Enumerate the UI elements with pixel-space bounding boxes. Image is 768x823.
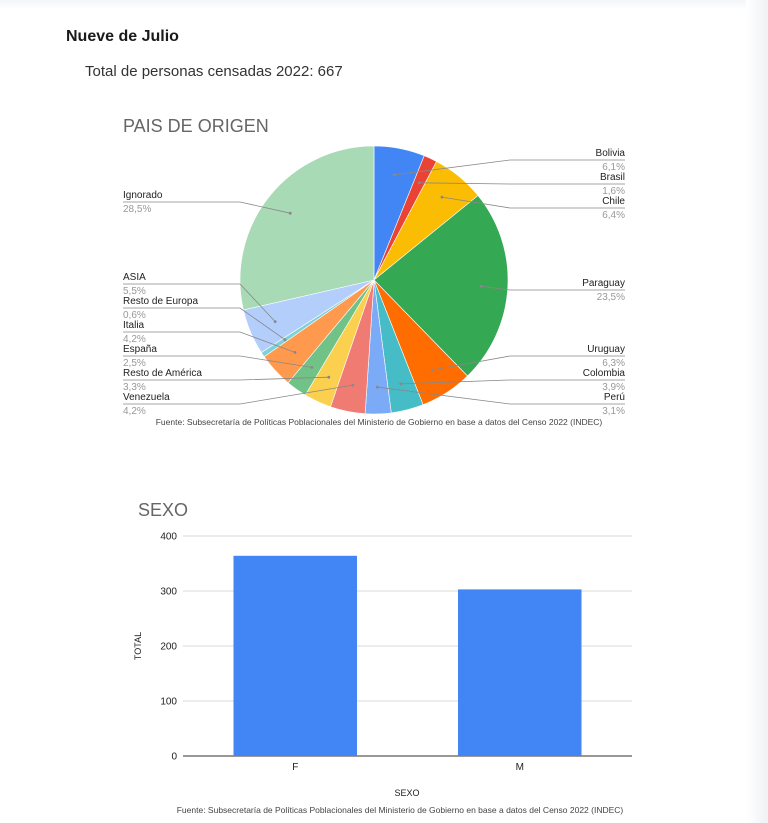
pie-slice-percent: 0,6% <box>123 310 146 321</box>
pie-slice-label: Italia <box>123 320 145 331</box>
pie-leader-dot <box>284 338 287 341</box>
pie-slice-label: Perú <box>603 392 625 403</box>
bar-chart-source: Fuente: Subsecretaría de Políticas Poblacionales del Ministerio de Gobierno en base a datos del Censo 2022 (INDEC) <box>176 805 624 815</box>
bar-x-tick: M <box>515 762 524 773</box>
bar-y-axis-label: TOTAL <box>133 631 143 661</box>
pie-slice-percent: 6,4% <box>602 210 625 221</box>
pie-leader-dot <box>311 366 314 369</box>
pie-leader-dot <box>399 382 402 385</box>
pie-leader-dot <box>352 384 355 387</box>
pie-slice-label: Ignorado <box>123 190 163 201</box>
pie-slice-percent: 4,2% <box>123 406 146 417</box>
pie-slice-label: Uruguay <box>587 344 625 355</box>
pie-slice-label: Resto de América <box>123 368 202 379</box>
pie-slice-label: Bolivia <box>595 148 625 159</box>
bar-y-tick-labels <box>160 532 177 763</box>
bar-y-tick: 0 <box>171 751 177 763</box>
pie-chart-source: Fuente: Subsecretaría de Políticas Poblacionales del Ministerio de Gobierno en base a datos del Censo 2022 (INDEC) <box>155 417 603 427</box>
bar-chart-title: SEXO <box>138 500 189 520</box>
pie-leader-dot <box>327 376 330 379</box>
pie-leader-dot <box>431 369 434 372</box>
pie-leader-dot <box>274 320 277 323</box>
bar-y-tick: 400 <box>160 531 177 543</box>
pie-slices <box>240 146 508 414</box>
pie-slice-label: ASIA <box>123 272 146 283</box>
pie-leader-dot <box>393 173 396 176</box>
pie-leader-dot <box>294 351 297 354</box>
pie-slice-percent: 28,5% <box>123 204 152 215</box>
pie-slice-percent: 4,2% <box>123 334 146 345</box>
bar-y-tick: 100 <box>160 696 177 708</box>
page-subtitle: Total de personas censadas 2022: 667 <box>85 63 343 80</box>
pie-chart-title: PAIS DE ORIGEN <box>123 116 269 136</box>
bar-m <box>458 589 582 756</box>
pie-slice-percent: 6,3% <box>602 358 625 369</box>
pie-slice-percent: 2,5% <box>123 358 146 369</box>
pie-slice-percent: 3,9% <box>602 382 625 393</box>
pie-slice-label: Brasil <box>599 172 625 183</box>
pie-slice-label: Chile <box>602 196 625 207</box>
bar-x-tick-labels <box>292 762 524 773</box>
pie-leader-dot <box>289 212 292 215</box>
pie-slice-label: Colombia <box>582 368 625 379</box>
pie-slice-percent: 5,5% <box>123 286 146 297</box>
pie-leader-dot <box>418 181 421 184</box>
pie-slice-percent: 3,3% <box>123 382 146 393</box>
pie-leader-dot <box>441 196 444 199</box>
bar-chart <box>0 490 768 823</box>
pie-leader-dot <box>480 285 483 288</box>
bar-x-tick: F <box>292 762 299 773</box>
bar-y-tick: 300 <box>160 586 177 598</box>
pie-slice-percent: 3,1% <box>602 406 625 417</box>
bar-f <box>234 556 358 756</box>
pie-slice-label: Venezuela <box>123 392 170 403</box>
pie-leader-dot <box>376 386 379 389</box>
bar-y-tick: 200 <box>160 641 177 653</box>
page-title: Nueve de Julio <box>66 28 179 45</box>
pie-slice-percent: 1,6% <box>602 186 625 197</box>
bar-marks <box>234 556 582 756</box>
pie-slice-percent: 23,5% <box>596 292 625 303</box>
pie-slice-label: Paraguay <box>582 278 625 289</box>
bar-x-axis-label: SEXO <box>394 788 420 798</box>
pie-slice-label: España <box>123 344 157 355</box>
pie-chart <box>0 100 768 445</box>
pie-slice-label: Resto de Europa <box>123 296 199 307</box>
top-bar <box>0 0 768 10</box>
pie-slice-percent: 6,1% <box>602 162 625 173</box>
